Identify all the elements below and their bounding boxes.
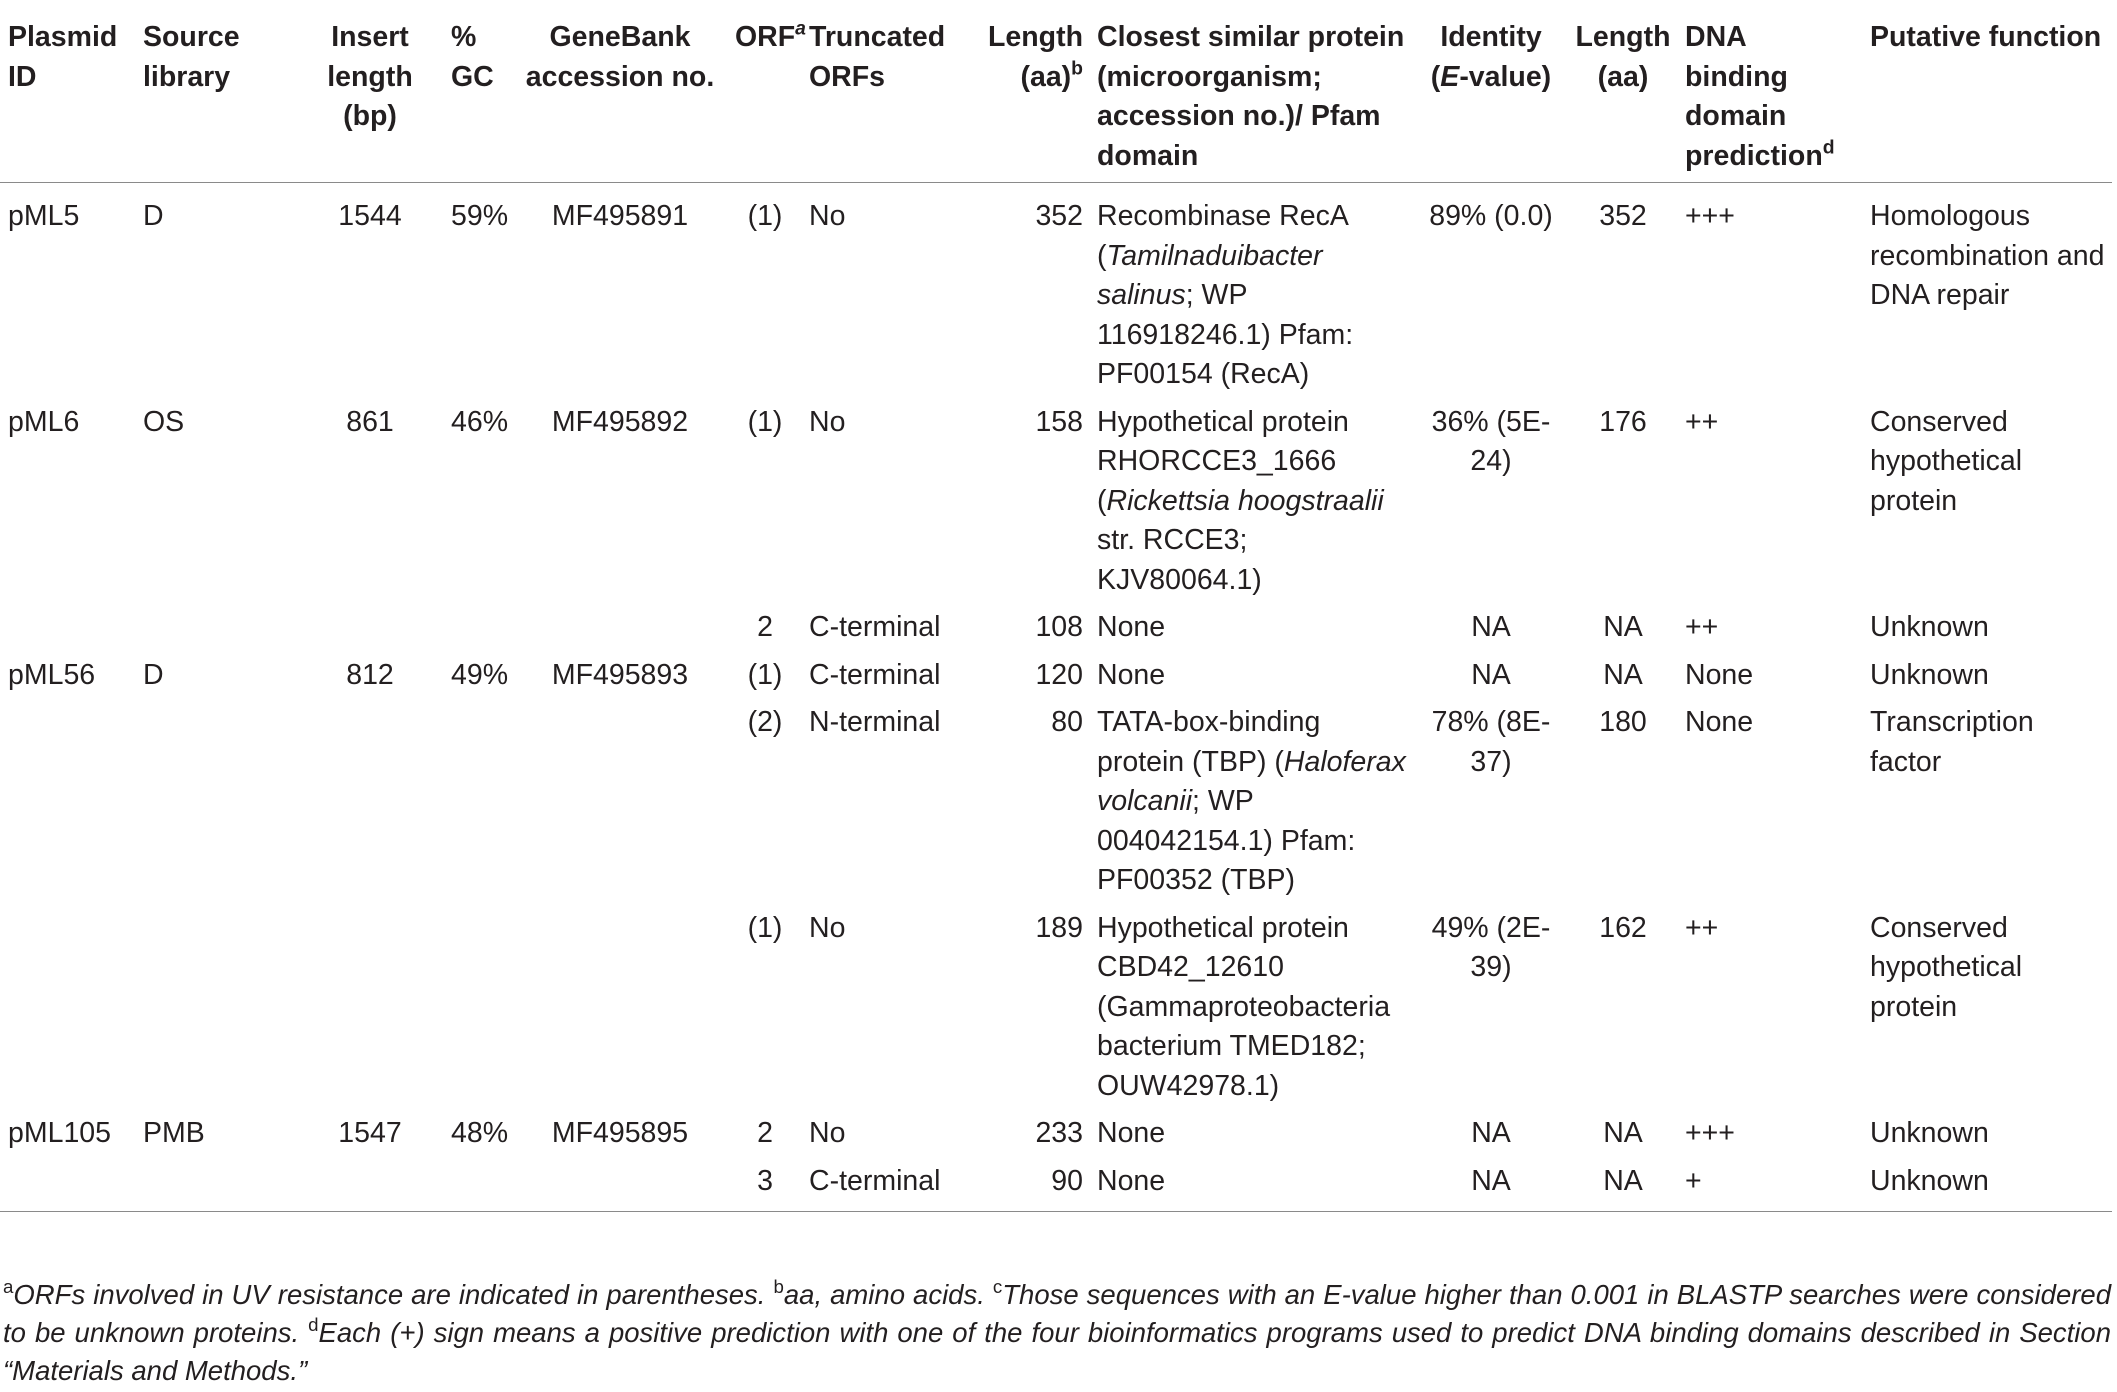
cell-length: 120 bbox=[1035, 658, 1083, 691]
cell-putative-function: Unknown bbox=[1870, 658, 1989, 691]
cell-insert-length bbox=[295, 603, 443, 651]
header-length-2: Length (aa) bbox=[1575, 21, 1671, 93]
table-row bbox=[0, 1109, 2112, 1157]
cell-insert-length bbox=[295, 904, 443, 1110]
cell-plasmid-id bbox=[0, 904, 135, 1110]
cell-identity: NA bbox=[1471, 1164, 1511, 1197]
cell-dna-binding: None bbox=[1685, 658, 1754, 691]
cell-plasmid-id bbox=[0, 603, 135, 651]
cell-truncated: C-terminal bbox=[809, 1164, 941, 1197]
cell-truncated: No bbox=[809, 911, 846, 944]
footnote-mark-d: d bbox=[308, 1313, 319, 1335]
organism-name: Tamilnaduibacter salinus bbox=[1097, 239, 1323, 311]
cell-identity: 78% (8E-37) bbox=[1431, 706, 1551, 778]
cell-insert-length bbox=[295, 1157, 443, 1212]
header-putative-function: Putative function bbox=[1870, 21, 2102, 53]
cell-source-library bbox=[135, 904, 295, 1110]
protein-text: ; WP 004042154.1) Pfam: PF00352 (TBP) bbox=[1097, 785, 1356, 896]
cell-dna-binding: ++ bbox=[1685, 405, 1719, 438]
cell-orf: (1) bbox=[747, 405, 783, 438]
cell-identity: 89% (0.0) bbox=[1429, 200, 1553, 232]
cell-length-2: NA bbox=[1603, 1164, 1643, 1197]
cell-truncated: C-terminal bbox=[809, 658, 941, 691]
cell-identity: NA bbox=[1471, 611, 1511, 643]
cell-dna-binding: ++ bbox=[1685, 611, 1719, 643]
cell-closest-protein bbox=[1089, 651, 1413, 699]
cell-length-2: 176 bbox=[1599, 405, 1647, 438]
cell-closest-protein bbox=[1089, 603, 1413, 651]
cell-insert-length: 1544 bbox=[338, 200, 402, 232]
table-row bbox=[0, 698, 2112, 904]
cell-gc: 49% bbox=[451, 658, 509, 691]
cell-dna-binding: +++ bbox=[1685, 1117, 1735, 1149]
cell-accession: MF495893 bbox=[551, 658, 689, 691]
cell-length-2: 352 bbox=[1599, 200, 1647, 232]
cell-length: 80 bbox=[1051, 706, 1083, 738]
cell-putative-function: Unknown bbox=[1870, 1117, 1989, 1149]
cell-plasmid-id: pML5 bbox=[8, 200, 80, 232]
cell-plasmid-id bbox=[0, 698, 135, 904]
cell-gc bbox=[443, 698, 511, 904]
cell-gc bbox=[443, 904, 511, 1110]
cell-truncated: C-terminal bbox=[809, 611, 941, 643]
header-dna-binding: DNA binding domain prediction$^d$ bbox=[1685, 21, 1835, 172]
header-row bbox=[0, 14, 2112, 183]
protein-text: None bbox=[1097, 658, 1166, 691]
cell-closest-protein bbox=[1089, 398, 1413, 604]
cell-insert-length: 861 bbox=[346, 405, 394, 438]
protein-text: ; WP 116918246.1) Pfam: PF00154 (RecA) bbox=[1097, 279, 1354, 390]
footnote-b: aa, amino acids. bbox=[783, 1279, 993, 1310]
cell-insert-length: 812 bbox=[346, 658, 394, 691]
cell-length-2: NA bbox=[1603, 1117, 1643, 1149]
header-orf: ORF$^a$ bbox=[735, 17, 806, 53]
cell-length: 352 bbox=[1035, 200, 1083, 232]
cell-gc bbox=[443, 603, 511, 651]
protein-text: Hypothetical protein RHORCCE3_1666 ( bbox=[1097, 405, 1349, 517]
header-plasmid-id: Plasmid ID bbox=[8, 21, 118, 93]
cell-accession: MF495892 bbox=[551, 405, 689, 438]
cell-dna-binding: ++ bbox=[1685, 911, 1719, 944]
table-row bbox=[0, 183, 2112, 398]
cell-dna-binding: None bbox=[1685, 706, 1754, 738]
header-gc: % GC bbox=[451, 21, 494, 93]
cell-length: 189 bbox=[1035, 911, 1083, 944]
cell-length-2: NA bbox=[1603, 611, 1643, 643]
cell-gc: 48% bbox=[451, 1117, 509, 1149]
table-footnote bbox=[3, 1276, 2111, 1390]
cell-plasmid-id: pML6 bbox=[8, 405, 80, 438]
cell-orf: (1) bbox=[747, 911, 783, 944]
cell-orf: (1) bbox=[747, 200, 783, 232]
table-row bbox=[0, 651, 2112, 699]
cell-putative-function: Unknown bbox=[1870, 1164, 1989, 1197]
header-identity: Identity (E-value) bbox=[1430, 21, 1552, 93]
cell-identity: 49% (2E-39) bbox=[1431, 911, 1551, 983]
cell-orf: (2) bbox=[747, 706, 783, 738]
cell-plasmid-id: pML56 bbox=[8, 658, 96, 691]
cell-orf: (1) bbox=[747, 658, 783, 691]
cell-source-library bbox=[135, 1157, 295, 1212]
footnote-mark-a: a bbox=[3, 1275, 14, 1297]
cell-closest-protein bbox=[1089, 904, 1413, 1110]
protein-text: None bbox=[1097, 1164, 1166, 1197]
cell-accession: MF495895 bbox=[551, 1117, 689, 1149]
organism-name: Haloferax volcanii bbox=[1097, 745, 1406, 817]
header-truncated: Truncated ORFs bbox=[809, 21, 946, 93]
cell-putative-function: Conserved hypothetical protein bbox=[1870, 405, 2023, 517]
cell-accession bbox=[511, 698, 727, 904]
header-length: Length (aa)$^b$ bbox=[988, 21, 1083, 93]
header-insert-length: Insert length (bp) bbox=[327, 21, 413, 132]
table-row bbox=[0, 603, 2112, 651]
protein-text: str. RCCE3; KJV80064.1) bbox=[1097, 524, 1262, 596]
cell-accession: MF495891 bbox=[551, 200, 689, 232]
footnote-a: ORFs involved in UV resistance are indicated in parentheses. bbox=[13, 1279, 774, 1310]
cell-gc bbox=[443, 1157, 511, 1212]
cell-orf: 2 bbox=[757, 1117, 773, 1149]
protein-text: None bbox=[1097, 1117, 1166, 1149]
table-row bbox=[0, 904, 2112, 1110]
cell-truncated: No bbox=[809, 200, 846, 232]
footnote-c: Those sequences with an E-value higher than 0.001 in BLASTP searches were considered to be unknown proteins. bbox=[3, 1279, 2111, 1348]
cell-plasmid-id bbox=[0, 1157, 135, 1212]
cell-source-library: PMB bbox=[143, 1117, 205, 1149]
header-closest-protein: Closest similar protein (microorganism; accession no.)/ Pfam domain bbox=[1097, 21, 1405, 172]
table-body bbox=[0, 183, 2112, 1212]
cell-putative-function: Conserved hypothetical protein bbox=[1870, 911, 2023, 1023]
header-accession: GeneBank accession no. bbox=[525, 21, 715, 93]
cell-source-library bbox=[135, 698, 295, 904]
cell-accession bbox=[511, 904, 727, 1110]
cell-dna-binding: + bbox=[1685, 1164, 1702, 1197]
cell-plasmid-id: pML105 bbox=[8, 1117, 111, 1149]
cell-gc: 59% bbox=[451, 200, 509, 232]
cell-gc: 46% bbox=[451, 405, 509, 438]
cell-source-library bbox=[135, 603, 295, 651]
protein-text: Recombinase RecA ( bbox=[1097, 200, 1348, 272]
cell-closest-protein bbox=[1089, 698, 1413, 904]
cell-orf: 3 bbox=[757, 1164, 773, 1197]
cell-length-2: NA bbox=[1603, 658, 1643, 691]
cell-length: 233 bbox=[1035, 1117, 1083, 1149]
table-row bbox=[0, 1157, 2112, 1212]
footnote-d: Each (+) sign means a positive prediction with one of the four bioinformatics programs used to predict DNA binding domains described in Section “Materials and Methods.” bbox=[3, 1317, 2111, 1386]
plasmid-table bbox=[0, 14, 2112, 1212]
cell-accession bbox=[511, 1157, 727, 1212]
cell-identity: NA bbox=[1471, 658, 1511, 691]
cell-insert-length: 1547 bbox=[338, 1117, 402, 1149]
cell-putative-function: Transcription factor bbox=[1870, 706, 2034, 778]
cell-identity: NA bbox=[1471, 1117, 1511, 1149]
protein-text: Hypothetical protein CBD42_12610 (Gammaproteobacteria bacterium TMED182; OUW42978.1) bbox=[1097, 911, 1391, 1102]
cell-putative-function: Unknown bbox=[1870, 611, 1989, 643]
cell-orf: 2 bbox=[757, 611, 773, 643]
footnote-mark-c: c bbox=[992, 1275, 1003, 1297]
header-source-library: Source library bbox=[143, 21, 240, 93]
cell-closest-protein bbox=[1089, 1157, 1413, 1212]
cell-identity: 36% (5E-24) bbox=[1431, 405, 1551, 477]
footnote-mark-b: b bbox=[773, 1275, 784, 1297]
table-row bbox=[0, 398, 2112, 604]
cell-closest-protein bbox=[1089, 183, 1413, 398]
protein-text: None bbox=[1097, 611, 1166, 643]
cell-dna-binding: +++ bbox=[1685, 200, 1735, 232]
cell-truncated: N-terminal bbox=[809, 706, 941, 738]
cell-length: 158 bbox=[1035, 405, 1083, 438]
cell-source-library: D bbox=[143, 200, 164, 232]
cell-truncated: No bbox=[809, 1117, 846, 1149]
cell-length: 90 bbox=[1051, 1164, 1083, 1197]
cell-source-library: D bbox=[143, 658, 164, 691]
cell-putative-function: Homologous recombination and DNA repair bbox=[1870, 200, 2105, 311]
cell-closest-protein bbox=[1089, 1109, 1413, 1157]
cell-truncated: No bbox=[809, 405, 846, 438]
cell-length: 108 bbox=[1035, 611, 1083, 643]
cell-accession bbox=[511, 603, 727, 651]
protein-text: TATA-box-binding protein (TBP) ( bbox=[1097, 706, 1321, 778]
cell-length-2: 180 bbox=[1599, 706, 1647, 738]
cell-source-library: OS bbox=[143, 405, 185, 438]
cell-insert-length bbox=[295, 698, 443, 904]
cell-length-2: 162 bbox=[1599, 911, 1647, 944]
organism-name: Rickettsia hoogstraalii bbox=[1106, 484, 1384, 517]
